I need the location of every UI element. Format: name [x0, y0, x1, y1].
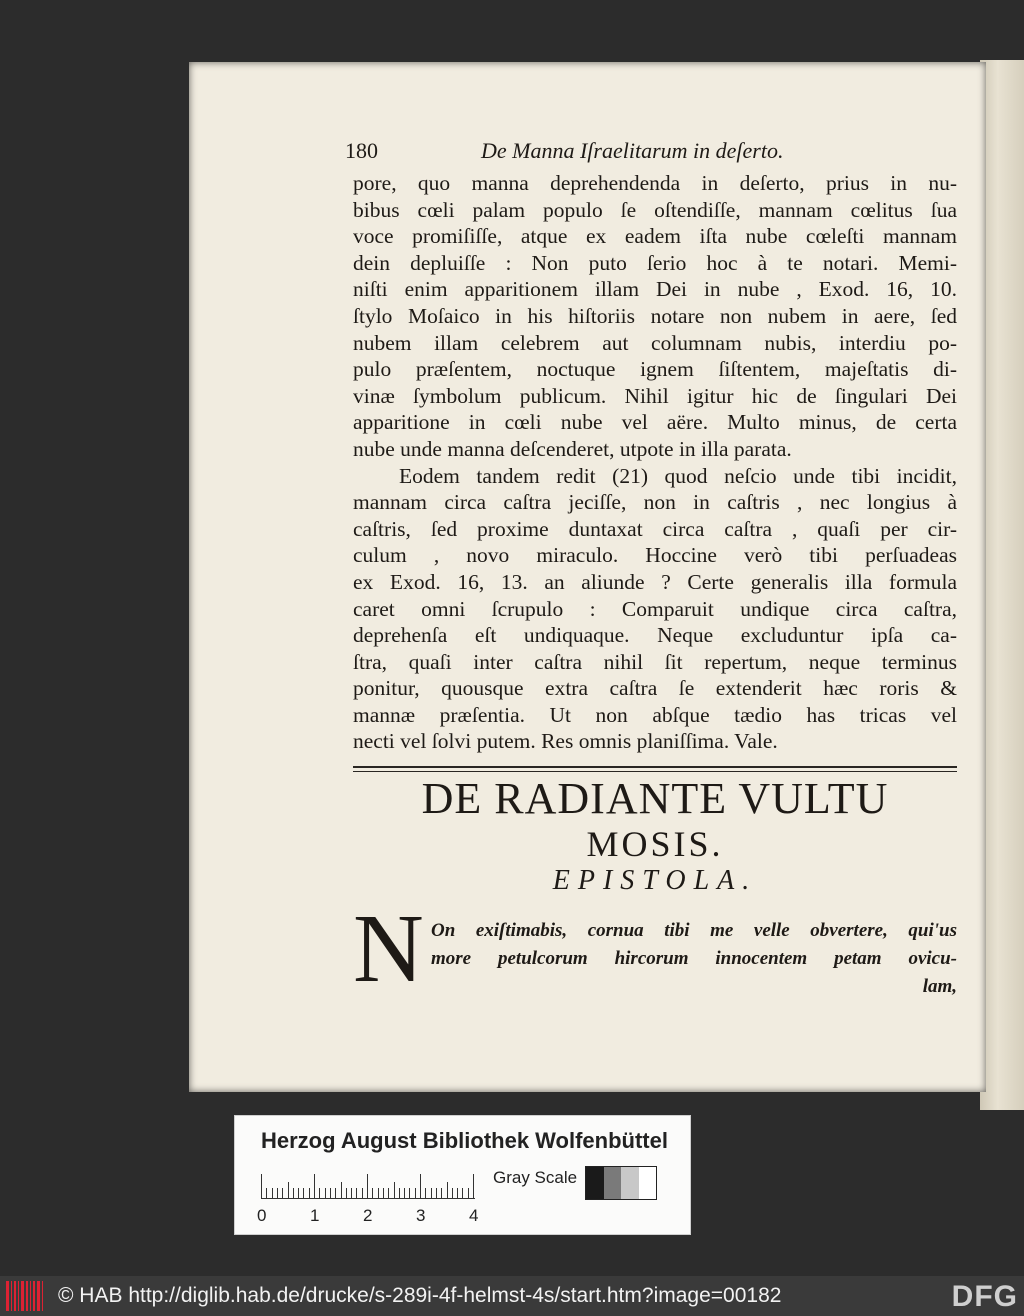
ruler-tick	[452, 1188, 453, 1198]
text-line: nubem illam celebrem aut columnam nubis, interdiu po-	[353, 330, 957, 355]
epistola-line: more petulcorum hircorum innocentem petam ovicu-	[431, 948, 957, 970]
ruler-tick	[314, 1174, 315, 1198]
text-line: dein depluiſſe : Non puto ſerio hoc à te notari. Memi-	[353, 250, 957, 275]
ruler-tick	[335, 1188, 336, 1198]
barcode-bar	[18, 1281, 19, 1311]
ruler-number: 2	[363, 1206, 373, 1225]
ruler-tick	[468, 1188, 469, 1198]
ruler-tick	[341, 1182, 342, 1198]
footer-bar	[0, 1276, 1024, 1316]
gray-swatch-cell	[621, 1167, 639, 1199]
running-title: De Manna Iſraelitarum in deſerto.	[481, 138, 784, 163]
barcode-bar	[6, 1281, 9, 1311]
ruler-tick	[293, 1188, 294, 1198]
text-line: caſtris, ſed proxime duntaxat circa caſtra , quaſi per cir-	[353, 516, 957, 541]
ruler-tick	[266, 1188, 267, 1198]
book-page	[189, 62, 986, 1092]
text-line: nube unde manna deſcenderet, utpote in illa parata.	[353, 436, 792, 461]
barcode-icon	[6, 1281, 46, 1311]
ruler-tick	[330, 1188, 331, 1198]
source-link[interactable]: © HAB http://diglib.hab.de/drucke/s-289i-4f-helmst-4s/start.htm?image=00182	[58, 1284, 782, 1307]
paragraph-1	[353, 170, 957, 463]
ruler-tick	[272, 1188, 273, 1198]
ruler-tick	[277, 1188, 278, 1198]
ruler-tick	[282, 1188, 283, 1198]
barcode-bar	[37, 1281, 40, 1311]
barcode-bar	[26, 1281, 28, 1311]
barcode-bar	[14, 1281, 16, 1311]
ruler-tick	[261, 1174, 262, 1198]
epistola-line: lam,	[922, 976, 957, 998]
barcode-bar	[21, 1281, 24, 1311]
ruler-tick	[319, 1188, 320, 1198]
text-line: Eodem tandem redit (21) quod neſcio unde tibi incidit,	[399, 463, 957, 488]
ruler-number: 1	[310, 1206, 320, 1225]
ruler-tick	[431, 1188, 432, 1198]
ruler-tick	[351, 1188, 352, 1198]
text-line: necti vel ſolvi putem. Res omnis planiſſima. Vale.	[353, 729, 778, 754]
text-line: ponitur, quousque extra caſtra ſe extenderit hæc roris &	[353, 676, 957, 701]
ruler-tick	[372, 1188, 373, 1198]
text-line: bibus cœli palam populo ſe oſtendiſſe, mannam cœlitus ſua	[353, 197, 957, 222]
ruler-tick	[441, 1188, 442, 1198]
text-line: mannæ præſentia. Ut non abſque tædio has tricas vel	[353, 702, 957, 727]
text-line: ſtra, quaſi inter caſtra nihil ſit repertum, neque terminus	[353, 649, 957, 674]
text-line: voce promiſiſſe, atque ex eadem iſta nube cœleſti mannam	[353, 224, 957, 249]
text-line: pore, quo manna deprehendenda in deſerto, prius in nu-	[353, 171, 957, 195]
gray-swatch-cell	[586, 1167, 604, 1199]
barcode-bar	[11, 1281, 12, 1311]
ruler-tick	[298, 1188, 299, 1198]
ruler-tick	[383, 1188, 384, 1198]
drop-cap: N	[353, 895, 424, 1004]
dfg-logo: DFG	[951, 1280, 1018, 1313]
ruler-tick	[325, 1188, 326, 1198]
text-line: mannam circa caſtra jeciſſe, non in caſtris , nec longius à	[353, 490, 957, 515]
text-line: apparitione in cœli nube vel aëre. Multo minus, de certa	[353, 410, 957, 435]
ruler-tick	[394, 1182, 395, 1198]
text-line: vinæ ſymbolum publicum. Nihil igitur hic de ſingulari Dei	[353, 383, 957, 408]
ruler-number: 4	[469, 1206, 479, 1225]
heading-rule	[353, 766, 957, 768]
barcode-bar	[30, 1281, 31, 1311]
text-line: ſtylo Moſaico in his hiſtoriis notare non nubem in aere, ſed	[353, 303, 957, 328]
ruler-tick	[356, 1188, 357, 1198]
ruler-tick	[309, 1188, 310, 1198]
barcode-bar	[33, 1281, 35, 1311]
text-line: ex Exod. 16, 13. an aliunde ? Certe generalis illa formula	[353, 569, 957, 594]
text-line: caret omni ſcrupulo : Comparuit undique circa caſtra,	[353, 596, 957, 621]
section-heading: DE RADIANTE VULTU	[421, 774, 889, 824]
ruler-tick	[436, 1188, 437, 1198]
section-subheading: EPISTOLA.	[552, 865, 758, 897]
ruler-tick	[388, 1188, 389, 1198]
page-header	[345, 132, 957, 170]
paragraph-2	[353, 463, 957, 756]
adjacent-page-edge	[980, 60, 1024, 1110]
ruler-tick	[346, 1188, 347, 1198]
ruler-number: 0	[257, 1206, 267, 1225]
scale-ruler	[261, 1172, 475, 1199]
ruler-tick	[367, 1174, 368, 1198]
ruler-tick	[303, 1188, 304, 1198]
ruler-tick	[462, 1188, 463, 1198]
gray-scale-swatch	[585, 1166, 657, 1200]
ruler-tick	[288, 1182, 289, 1198]
text-block	[345, 132, 957, 1016]
text-line: deprehenſa eſt undiquaque. Neque excluduntur ipſa ca-	[353, 623, 957, 648]
text-line: niſti enim apparitionem illam Dei in nube , Exod. 16, 10.	[353, 277, 957, 302]
ruler-tick	[473, 1174, 474, 1198]
gray-swatch-cell	[639, 1167, 657, 1199]
ruler-tick	[409, 1188, 410, 1198]
ruler-tick	[457, 1188, 458, 1198]
ruler-tick	[404, 1188, 405, 1198]
ruler-tick	[447, 1182, 448, 1198]
ruler-number: 3	[416, 1206, 426, 1225]
page-number: 180	[345, 138, 378, 163]
heading-rule-thin	[353, 771, 957, 772]
epistola-line: On exiſtimabis, cornua tibi me velle obvertere, qui'us	[431, 920, 957, 942]
ruler-tick	[399, 1188, 400, 1198]
text-line: pulo præſentem, noctuque ignem ſiſtentem, majeſtatis di-	[353, 357, 957, 382]
gray-swatch-cell	[604, 1167, 622, 1199]
library-name: Herzog August Bibliothek Wolfenbüttel	[261, 1128, 668, 1153]
library-color-label	[234, 1115, 691, 1235]
ruler-tick	[415, 1188, 416, 1198]
ruler-tick	[362, 1188, 363, 1198]
ruler-tick	[425, 1188, 426, 1198]
ruler-tick	[378, 1188, 379, 1198]
barcode-bar	[42, 1281, 43, 1311]
gray-scale-label: Gray Scale	[493, 1168, 578, 1187]
section-heading-name: MOSIS.	[586, 824, 724, 865]
epistola-opening	[353, 895, 957, 1016]
ruler-tick	[420, 1174, 421, 1198]
text-line: culum , novo miraculo. Hoccine verò tibi perſuadeas	[353, 543, 957, 568]
